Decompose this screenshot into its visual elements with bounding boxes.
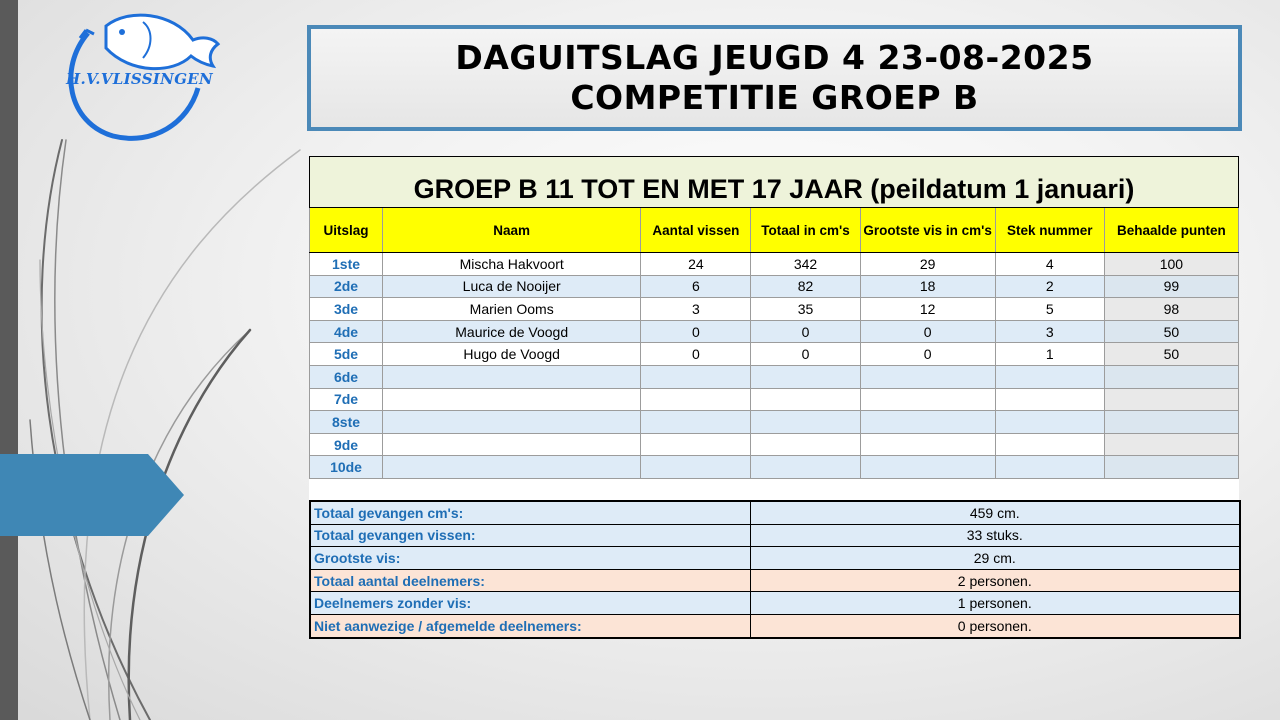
header-totaal-cm: Totaal in cm's — [751, 208, 860, 253]
club-name: H.V.VLISSINGEN — [66, 70, 214, 88]
fish-count-cell — [641, 411, 751, 434]
title-line-1: DAGUITSLAG JEUGD 4 23-08-2025 — [455, 38, 1094, 77]
rank-cell: 7de — [310, 388, 383, 411]
summary-value: 33 stuks. — [750, 524, 1240, 547]
fish-count-cell: 6 — [641, 275, 751, 298]
biggest-fish-cell: 18 — [860, 275, 995, 298]
rank-cell: 9de — [310, 433, 383, 456]
summary-value: 459 cm. — [750, 501, 1240, 524]
summary-value: 29 cm. — [750, 547, 1240, 570]
total-cm-cell: 342 — [751, 253, 860, 276]
points-cell: 50 — [1104, 320, 1238, 343]
summary-label: Deelnemers zonder vis: — [310, 592, 750, 615]
total-cm-cell — [751, 433, 860, 456]
fish-count-cell — [641, 388, 751, 411]
title-box — [307, 25, 1242, 131]
fish-count-cell: 0 — [641, 343, 751, 366]
spot-number-cell — [995, 388, 1104, 411]
arrow-tab — [0, 454, 184, 536]
rank-cell: 5de — [310, 343, 383, 366]
rank-cell: 3de — [310, 298, 383, 321]
biggest-fish-cell: 12 — [860, 298, 995, 321]
summary-value: 2 personen. — [750, 569, 1240, 592]
total-cm-cell: 0 — [751, 320, 860, 343]
points-cell — [1104, 456, 1238, 479]
fish-count-cell — [641, 433, 751, 456]
rank-cell: 2de — [310, 275, 383, 298]
header-stek-nummer: Stek nummer — [995, 208, 1104, 253]
summary-value: 1 personen. — [750, 592, 1240, 615]
name-cell: Marien Ooms — [383, 298, 641, 321]
fish-count-cell: 24 — [641, 253, 751, 276]
summary-label: Grootste vis: — [310, 547, 750, 570]
header-behaalde-punten: Behaalde punten — [1104, 208, 1238, 253]
biggest-fish-cell — [860, 433, 995, 456]
spot-number-cell — [995, 456, 1104, 479]
name-cell — [383, 411, 641, 434]
rank-cell: 4de — [310, 320, 383, 343]
spot-number-cell — [995, 365, 1104, 388]
name-cell — [383, 433, 641, 456]
header-naam: Naam — [383, 208, 641, 253]
spot-number-cell: 4 — [995, 253, 1104, 276]
summary-row — [310, 569, 1240, 592]
spot-number-cell: 5 — [995, 298, 1104, 321]
name-cell — [383, 388, 641, 411]
rank-cell: 6de — [310, 365, 383, 388]
points-cell — [1104, 411, 1238, 434]
fish-count-cell — [641, 365, 751, 388]
table-row — [310, 298, 1239, 321]
biggest-fish-cell: 0 — [860, 343, 995, 366]
fish-count-cell: 3 — [641, 298, 751, 321]
table-row — [310, 253, 1239, 276]
table-row — [310, 433, 1239, 456]
spacer-row — [310, 478, 1239, 501]
points-cell: 99 — [1104, 275, 1238, 298]
table-row — [310, 320, 1239, 343]
biggest-fish-cell — [860, 365, 995, 388]
table-row — [310, 343, 1239, 366]
name-cell: Luca de Nooijer — [383, 275, 641, 298]
name-cell: Maurice de Voogd — [383, 320, 641, 343]
header-grootste-vis: Grootste vis in cm's — [860, 208, 995, 253]
summary-table — [309, 500, 1241, 639]
total-cm-cell: 82 — [751, 275, 860, 298]
total-cm-cell — [751, 365, 860, 388]
spot-number-cell: 3 — [995, 320, 1104, 343]
spot-number-cell — [995, 411, 1104, 434]
total-cm-cell — [751, 456, 860, 479]
points-cell: 100 — [1104, 253, 1238, 276]
name-cell: Hugo de Voogd — [383, 343, 641, 366]
summary-row — [310, 524, 1240, 547]
spot-number-cell — [995, 433, 1104, 456]
biggest-fish-cell — [860, 388, 995, 411]
rank-cell: 1ste — [310, 253, 383, 276]
total-cm-cell — [751, 411, 860, 434]
summary-label: Niet aanwezige / afgemelde deelnemers: — [310, 614, 750, 637]
biggest-fish-cell: 0 — [860, 320, 995, 343]
summary-label: Totaal gevangen vissen: — [310, 524, 750, 547]
biggest-fish-cell — [860, 456, 995, 479]
summary-row — [310, 614, 1240, 637]
title-line-2: COMPETITIE GROEP B — [570, 78, 979, 117]
biggest-fish-cell: 29 — [860, 253, 995, 276]
group-title: GROEP B 11 TOT EN MET 17 JAAR (peildatum 1 januari) — [310, 157, 1239, 208]
summary-label: Totaal aantal deelnemers: — [310, 569, 750, 592]
summary-label: Totaal gevangen cm's: — [310, 501, 750, 524]
rank-cell: 8ste — [310, 411, 383, 434]
header-uitslag: Uitslag — [310, 208, 383, 253]
spot-number-cell: 1 — [995, 343, 1104, 366]
points-cell — [1104, 433, 1238, 456]
points-cell — [1104, 365, 1238, 388]
table-row — [310, 388, 1239, 411]
total-cm-cell — [751, 388, 860, 411]
points-cell — [1104, 388, 1238, 411]
points-cell: 98 — [1104, 298, 1238, 321]
header-aantal-vissen: Aantal vissen — [641, 208, 751, 253]
header-row — [310, 208, 1239, 253]
table-row — [310, 411, 1239, 434]
rank-cell: 10de — [310, 456, 383, 479]
summary-row — [310, 501, 1240, 524]
name-cell: Mischa Hakvoort — [383, 253, 641, 276]
biggest-fish-cell — [860, 411, 995, 434]
table-row — [310, 275, 1239, 298]
name-cell — [383, 365, 641, 388]
fish-count-cell — [641, 456, 751, 479]
points-cell: 50 — [1104, 343, 1238, 366]
total-cm-cell: 0 — [751, 343, 860, 366]
summary-row — [310, 592, 1240, 615]
summary-row — [310, 547, 1240, 570]
summary-value: 0 personen. — [750, 614, 1240, 637]
name-cell — [383, 456, 641, 479]
spot-number-cell: 2 — [995, 275, 1104, 298]
fish-count-cell: 0 — [641, 320, 751, 343]
table-row — [310, 365, 1239, 388]
total-cm-cell: 35 — [751, 298, 860, 321]
results-table — [309, 156, 1239, 501]
table-row — [310, 456, 1239, 479]
